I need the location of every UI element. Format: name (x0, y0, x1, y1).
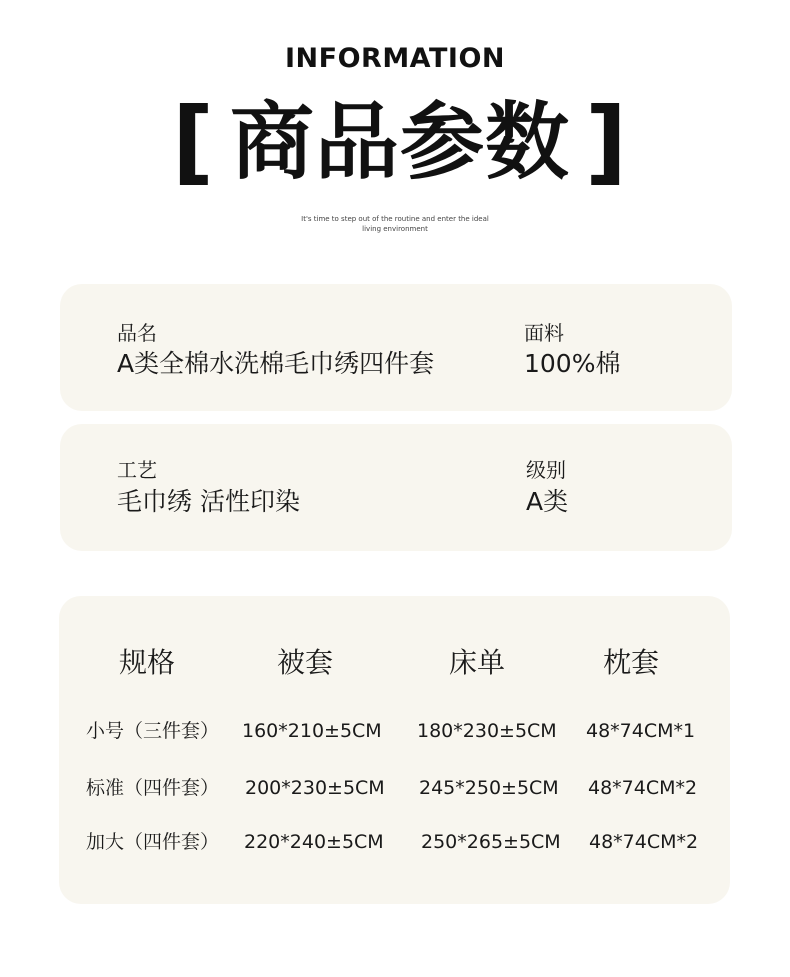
fabric-value: 100%棉 (524, 349, 621, 378)
tagline-line-2: living environment (362, 225, 428, 233)
page-title: 商品参数 (229, 93, 570, 191)
info-card-product (60, 284, 732, 411)
product-name-value: A类全棉水洗棉毛巾绣四件套 (117, 349, 435, 378)
title-row (0, 88, 790, 202)
table-cell-spec: 加大（四件套） (86, 831, 220, 853)
table-cell-pillowcase: 48*74CM*2 (588, 777, 698, 799)
eyebrow-information: INFORMATION (284, 43, 505, 74)
table-cell-sheet: 245*250±5CM (419, 777, 559, 799)
table-cell-pillowcase: 48*74CM*2 (589, 831, 699, 853)
table-header-spec: 规格 (118, 646, 175, 679)
product-name-label: 品名 (117, 321, 157, 345)
craft-value: 毛巾绣 活性印染 (117, 487, 300, 516)
tagline (0, 214, 790, 234)
table-cell-duvet: 220*240±5CM (244, 831, 384, 853)
table-cell-pillowcase: 48*74CM*1 (586, 720, 696, 742)
table-cell-duvet: 160*210±5CM (242, 720, 382, 742)
table-cell-duvet: 200*230±5CM (245, 777, 385, 799)
size-table (59, 596, 730, 904)
grade-value: A类 (526, 487, 569, 516)
table-header-sheet: 床单 (448, 646, 505, 679)
tagline-line-1: It's time to step out of the routine and enter the ideal (301, 215, 489, 223)
table-cell-sheet: 180*230±5CM (417, 720, 557, 742)
table-header-duvet: 被套 (276, 646, 333, 679)
info-card-craft (60, 424, 732, 551)
grade-label: 级别 (526, 458, 566, 482)
table-cell-spec: 标准（四件套） (86, 777, 220, 799)
table-cell-spec: 小号（三件套） (86, 720, 220, 742)
table-cell-sheet: 250*265±5CM (421, 831, 561, 853)
title-bracket-right: ] (585, 88, 628, 195)
table-header-pillowcase: 枕套 (602, 646, 659, 679)
title-bracket-left: [ (172, 88, 215, 195)
craft-label: 工艺 (117, 458, 157, 482)
fabric-label: 面料 (524, 321, 564, 345)
